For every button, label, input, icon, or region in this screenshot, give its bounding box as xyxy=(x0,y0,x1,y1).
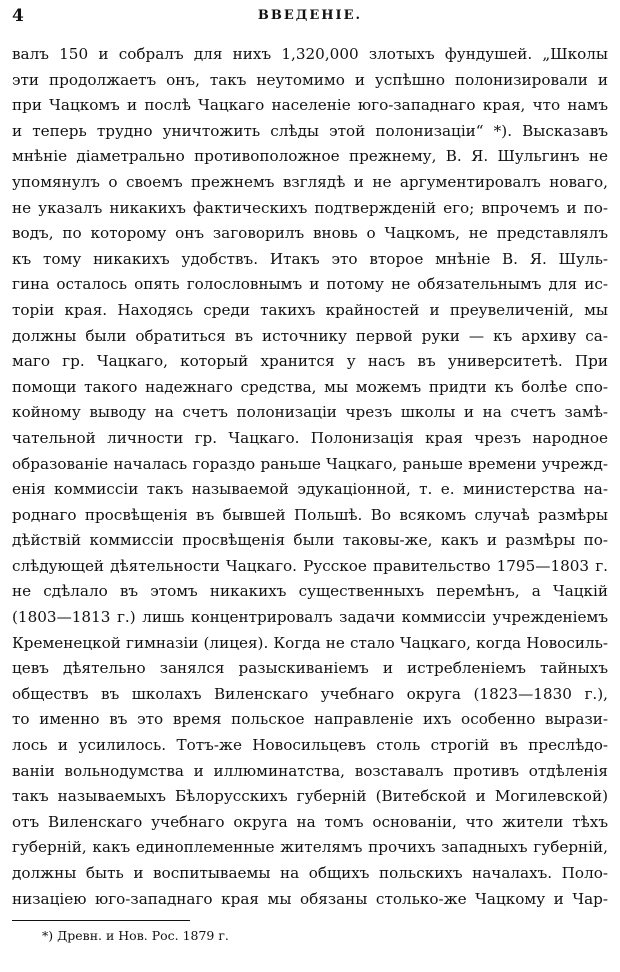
text-line: мнѣніе діаметрально противоположное прежнему, В. Я. Шульгинъ не xyxy=(12,147,608,166)
text-line: торіи края. Находясь среди такихъ крайностей и преувеличеній, мы xyxy=(12,300,608,319)
text-line: енія коммиссіи такъ называемой эдукаціонной, т. е. министерства на- xyxy=(12,480,608,499)
text-line: гина осталось опять голословнымъ и потому не обязательнымъ для ис- xyxy=(12,275,608,294)
text-line: образованіе началась гораздо раньше Чацкаго, раньше времени учрежд- xyxy=(12,454,608,473)
text-line: упомянулъ о своемъ прежнемъ взглядѣ и не аргументировалъ новаго, xyxy=(12,172,608,191)
page-number: 4 xyxy=(12,6,24,26)
text-line: такъ называемыхъ Бѣлорусскихъ губерній (Витебской и Могилевской) xyxy=(12,787,608,806)
text-line: къ тому никакихъ удобствъ. Итакъ это второе мнѣніе В. Я. Шуль- xyxy=(12,249,608,268)
text-line: ваніи вольнодумства и иллюминатства, возставалъ противъ отдѣленія xyxy=(12,761,608,780)
text-line: Кременецкой гимназіи (лицея). Когда не стало Чацкаго, когда Новосиль- xyxy=(12,633,608,652)
text-line: и теперь трудно уничтожить слѣды этой полонизаціи“ *). Высказавъ xyxy=(12,121,608,140)
text-line: чательной личности гр. Чацкаго. Полонизація края чрезъ народное xyxy=(12,428,608,447)
text-line: лось и усилилось. Тотъ-же Новосильцевъ столь строгій въ преслѣдо- xyxy=(12,736,608,755)
text-line: слѣдующей дѣятельности Чацкаго. Русское правительство 1795—1803 г. xyxy=(12,556,608,575)
body-text xyxy=(12,42,608,912)
text-line: обществъ въ школахъ Виленскаго учебнаго округа (1823—1830 г.), xyxy=(12,684,608,703)
text-line: не указалъ никакихъ фактическихъ подтвержденій его; впрочемъ и по- xyxy=(12,198,608,217)
text-line: не сдѣлало въ этомъ никакихъ существенныхъ перемѣнъ, а Чацкій xyxy=(12,582,608,601)
text-line: эти продолжаетъ онъ, такъ неутомимо и успѣшно полонизировали и xyxy=(12,70,608,89)
text-line: должны быть и воспитываемы на общихъ польскихъ началахъ. Поло- xyxy=(12,864,608,882)
text-line: губерній, какъ единоплеменные жителямъ прочихъ западныхъ губерній, xyxy=(12,838,608,857)
text-line: помощи такого надежнаго средства, мы можемъ придти къ болѣе спо- xyxy=(12,377,608,396)
text-line: роднаго просвѣщенія въ бывшей Польшѣ. Во всякомъ случаѣ размѣры xyxy=(12,505,608,524)
footnote-rule xyxy=(12,920,190,921)
text-line: низаціею юго-западнаго края мы обязаны столько-же Чацкому и Чар- xyxy=(12,889,608,908)
footnote: *) Древн. и Нов. Рос. 1879 г. xyxy=(42,928,229,943)
text-line: цевъ дѣятельно занялся разыскиваніемъ и истребленіемъ тайныхъ xyxy=(12,659,608,678)
running-title: ВВЕДЕНІЕ. xyxy=(257,8,363,23)
text-line: маго гр. Чацкаго, который хранится у насъ въ университетѣ. При xyxy=(12,352,608,371)
text-line: отъ Виленскаго учебнаго округа на томъ основаніи, что жители тѣхъ xyxy=(12,812,608,831)
text-line: (1803—1813 г.) лишь концентрировалъ задачи коммиссіи учрежденіемъ xyxy=(12,608,608,627)
text-line: валъ 150 и собралъ для нихъ 1,320,000 злотыхъ фундушей. „Школы xyxy=(12,45,608,63)
text-line: койному выводу на счетъ полонизаціи чрезъ школы и на счетъ замѣ- xyxy=(12,403,608,422)
text-line: то именно въ это время польское направленіе ихъ особенно вырази- xyxy=(12,710,608,729)
text-line: дѣйствій коммиссіи просвѣщенія были таковы-же, какъ и размѣры по- xyxy=(12,531,608,550)
text-line: водъ, по которому онъ заговорилъ вновь о Чацкомъ, не представлялъ xyxy=(12,224,608,243)
text-line: при Чацкомъ и послѣ Чацкаго населеніе юго-западнаго края, что намъ xyxy=(12,96,608,115)
text-line: должны были обратиться въ источнику первой руки — къ архиву са- xyxy=(12,326,608,345)
